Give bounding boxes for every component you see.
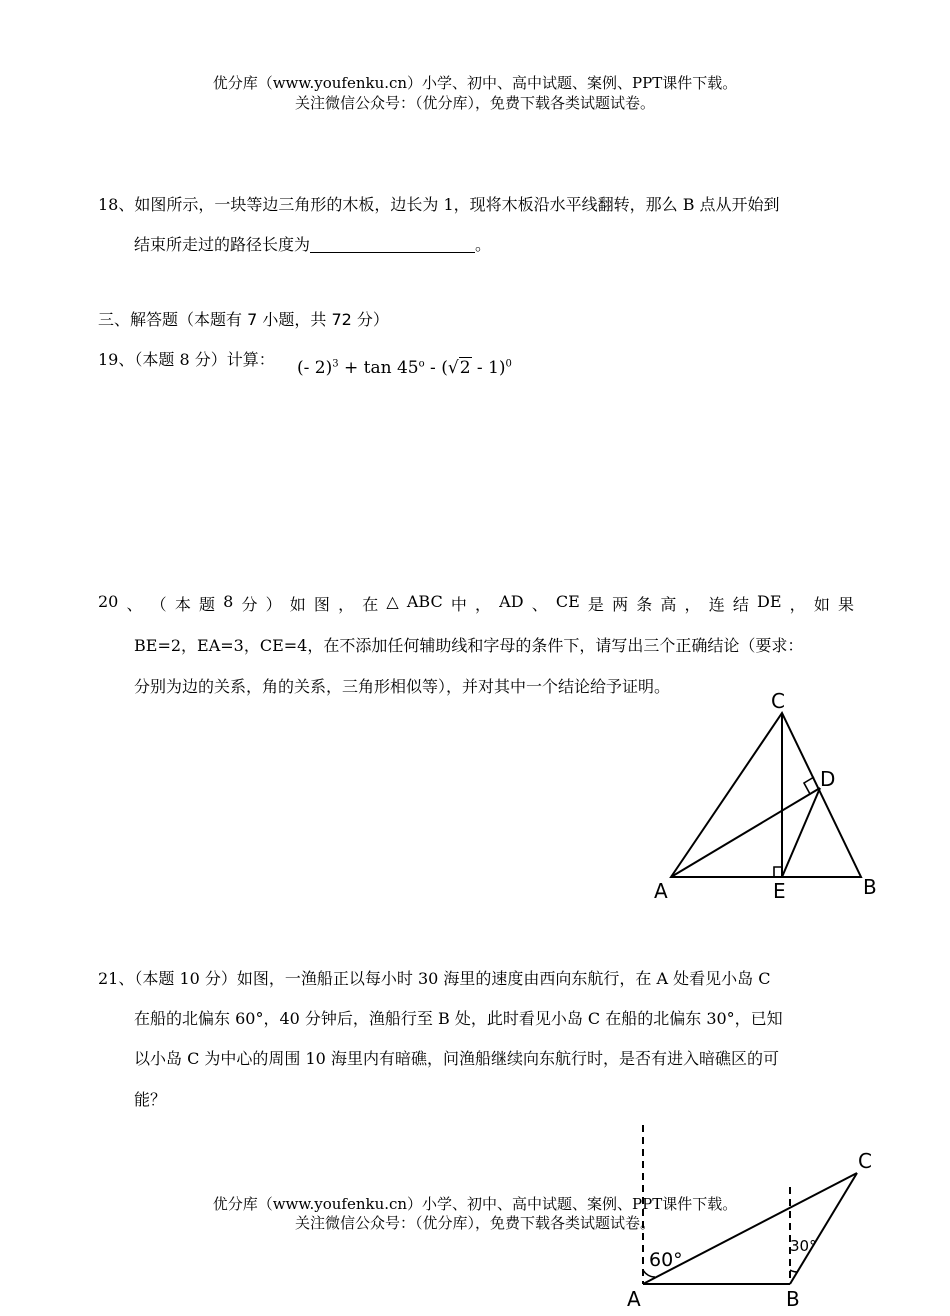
q20-line-1-token: DE [757,592,782,611]
q21-line-3: 以小岛 C 为中心的周围 10 海里内有暗礁，问渔船继续向东航行时，是否有进入暗礁区的可 [134,1049,779,1068]
q19-prompt: 19、（本题 8 分）计算： [98,350,275,369]
footer-line-1: 优分库（www.youfenku.cn）小学、初中、高中试题、案例、PPT课件下载。 [212,1195,738,1213]
q20-line-1-token: CE [555,592,580,611]
right-angle-e-icon [774,867,782,877]
q19-exp-4: 0 [505,358,512,370]
q20-line-1-token: 在 [362,595,379,614]
q21-line-4: 能？ [134,1090,167,1109]
label-b: B [786,1287,800,1311]
segment-de [782,788,820,877]
q20-line-1-token: 结 [732,595,749,614]
q19-term-1: (- 2) [297,358,333,378]
section-title: 三、解答题（本题有 7 小题，共 72 分） [98,310,389,329]
q20-line-1-token: 果 [837,595,854,614]
q20-line-1-token: ， [684,595,701,614]
label-a: A [627,1287,641,1311]
q18-line-2-end: 。 [475,235,492,254]
q20-line-1-token: 是 [587,595,604,614]
angle-label-60: 60° [649,1249,683,1271]
q19-exp-2: o [418,358,425,370]
q20-line-1-token: 条 [636,595,653,614]
q20-line-1-token: 、 [126,595,143,614]
q19-exp-1: 3 [332,358,339,370]
footer-line-2: 关注微信公众号：（优分库），免费下载各类试题试卷。 [294,1214,655,1232]
q20-line-1-token: 图 [313,595,330,614]
q20-line-1-token: 中 [450,595,467,614]
q19-radicand: 2 [459,358,471,378]
q20-line-1-token: 如 [289,595,306,614]
label-d: D [820,767,836,791]
q18-line-1: 18、如图所示，一块等边三角形的木板，边长为 1，现将木板沿水平线翻转，那么 B 点从开始到 [98,195,780,214]
q20-line-1-token: ） [265,595,282,614]
q20-line-1-token: AD [499,592,524,611]
q19-formula [297,358,512,378]
header-line-1: 优分库（www.youfenku.cn）小学、初中、高中试题、案例、PPT课件下载。 [212,74,738,92]
q20-line-1-token: 、 [531,595,548,614]
q20-line-1-token: 8 [223,592,234,611]
q18-answer-blank [310,236,475,253]
q20-line-1-token: 分 [241,595,258,614]
q20-line-1-token: ， [789,595,806,614]
q20-line-1-token: 题 [198,595,215,614]
q20-triangle-figure [640,680,900,910]
q20-line-1-token: ABC [406,592,443,611]
altitude-ad [671,788,820,877]
q20-line-1-token: 连 [708,595,725,614]
angle-arc-a-icon [643,1270,655,1277]
q21-line-2: 在船的北偏东 60°，40 分钟后，渔船行至 B 处，此时看见小岛 C 在船的北偏东 30°，已知 [134,1009,783,1028]
label-a: A [654,879,668,903]
label-b: B [863,875,877,899]
q20-line-1-token: ， [338,595,355,614]
q20-line-2: BE=2，EA=3，CE=4，在不添加任何辅助线和字母的条件下，请写出三个正确结论（要求： [134,636,804,655]
q20-line-1-token: 本 [174,595,191,614]
angle-label-30: 30° [790,1237,817,1255]
q20-line-1-token: 高 [660,595,677,614]
q20-line-1-token: 两 [612,595,629,614]
q18-line-2 [134,232,491,255]
q19-term-2: + tan 45 [338,358,419,378]
q19-term-4: - 1) [471,358,506,378]
q18-line-2-text: 结束所走过的路径长度为 [134,235,311,254]
sqrt-icon: √ [447,358,459,378]
label-e: E [773,879,786,903]
q20-line-1 [98,592,854,615]
q20-line-1-token: （ [150,595,167,614]
q20-line-3: 分别为边的关系，角的关系，三角形相似等），并对其中一个结论给予证明。 [134,677,671,696]
q20-line-1-token: 20 [98,592,119,611]
q20-line-1-token: ， [475,595,492,614]
triangle-abc [671,713,861,877]
q20-line-1-token: △ [386,592,399,611]
q21-line-1: 21、（本题 10 分）如图，一渔船正以每小时 30 海里的速度由西向东航行，在 A 处看见小岛 C [98,969,771,988]
label-c: C [771,689,785,713]
q19-term-3: - ( [424,358,448,378]
label-c: C [858,1149,872,1173]
header-line-2: 关注微信公众号：（优分库），免费下载各类试题试卷。 [294,94,655,112]
angle-arc-b-icon [790,1270,797,1272]
q20-line-1-token: 如 [813,595,830,614]
